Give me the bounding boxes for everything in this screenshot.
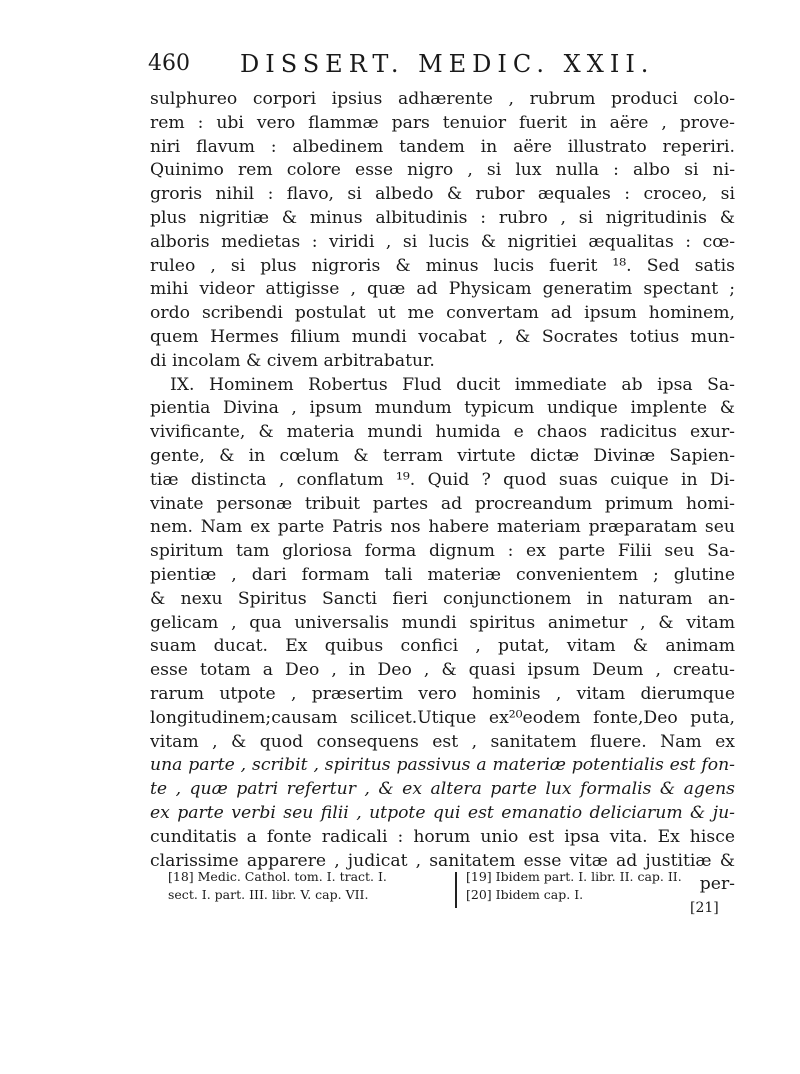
text-line: spiritum tam gloriosa forma dignum : ex parte Filii seu Sa- xyxy=(150,541,735,562)
text-line: niri flavum : albedinem tandem in aëre illustrato reperiri. xyxy=(150,136,735,157)
page-header xyxy=(148,48,708,80)
body-text xyxy=(150,88,735,897)
text-line: ex parte verbi seu filii , utpote qui est emanatio deliciarum & ju- xyxy=(150,802,735,823)
text-line: una parte , scribit , spiritus passivus a materiæ potentialis est fon- xyxy=(150,755,735,776)
text-line: ruleo , si plus nigroris & minus lucis fuerit ¹⁸. Sed satis xyxy=(150,255,735,276)
text-line: vivificante, & materia mundi humida e chaos radicitus exur- xyxy=(150,422,735,443)
text-line: tiæ distincta , conflatum ¹⁹. Quid ? quod suas cuique in Di- xyxy=(150,469,735,490)
text-line: plus nigritiæ & minus albitudinis : rubro , si nigritudinis & xyxy=(150,207,735,228)
footnote-divider xyxy=(455,872,457,908)
text-line: mihi videor attigisse , quæ ad Physicam generatim spectant ; xyxy=(150,279,735,300)
text-line: suam ducat. Ex quibus confici , putat, vitam & animam xyxy=(150,636,735,657)
catchword: [21] xyxy=(690,900,719,916)
text-line: gente, & in cœlum & terram virtute dictæ Divinæ Sapien- xyxy=(150,445,735,466)
text-line: rem : ubi vero flammæ pars tenuior fuerit in aëre , prove- xyxy=(150,112,735,133)
footnote-left xyxy=(168,868,387,904)
text-line: ordo scribendi postulat ut me convertam ad ipsum hominem, xyxy=(150,303,735,324)
text-line: groris nihil : flavo, si albedo & rubor æquales : croceo, si xyxy=(150,184,735,205)
footnote-19: [19] Ibidem part. I. libr. II. cap. II. xyxy=(466,869,682,884)
text-line: longitudinem;causam scilicet.Utique ex²⁰eodem fonte,Deo puta, xyxy=(150,707,735,728)
text-line: nem. Nam ex parte Patris nos habere materiam præparatam seu xyxy=(150,517,735,538)
footnote-18-line2: sect. I. part. III. libr. V. cap. VII. xyxy=(168,887,369,902)
text-line: vinate personæ tribuit partes ad procreandum primum homi- xyxy=(150,493,735,514)
text-line: te , quæ patri refertur , & ex altera parte lux formalis & agens xyxy=(150,779,735,800)
text-line: gelicam , qua universalis mundi spiritus animetur , & vitam xyxy=(150,612,735,633)
text-line: di incolam & civem arbitrabatur. xyxy=(150,350,435,371)
page-number: 460 xyxy=(148,51,190,76)
text-line: sulphureo corpori ipsius adhærente , rubrum produci colo- xyxy=(150,89,735,109)
text-line: alboris medietas : viridi , si lucis & nigritiei æqualitas : cœ- xyxy=(150,231,735,252)
text-line: Quinimo rem colore esse nigro , si lux nulla : albo si ni- xyxy=(150,160,735,181)
text-line: esse totam a Deo , in Deo , & quasi ipsum Deum , creatu- xyxy=(150,660,735,681)
text-line: & nexu Spiritus Sancti fieri conjunctionem in naturam an- xyxy=(150,588,735,609)
footnote-20: [20] Ibidem cap. I. xyxy=(466,887,584,902)
text-line: vitam , & quod consequens est , sanitatem fluere. Nam ex xyxy=(150,731,735,752)
running-title: DISSERT. MEDIC. XXII. xyxy=(240,50,655,78)
text-line: per- xyxy=(699,874,735,895)
text-line: clarissime apparere , judicat , sanitatem esse vitæ ad justitiæ & xyxy=(150,850,735,871)
text-line: rarum utpote , præsertim vero hominis , vitam dierumque xyxy=(150,683,735,704)
text-line: pientia Divina , ipsum mundum typicum undique implente & xyxy=(150,398,735,419)
text-line: pientiæ , dari formam tali materiæ convenientem ; glutine xyxy=(150,564,735,585)
text-line: IX. Hominem Robertus Flud ducit immediate ab ipsa Sa- xyxy=(170,374,735,395)
text-line: quem Hermes filium mundi vocabat , & Socrates totius mun- xyxy=(150,326,735,347)
footnote-right xyxy=(466,868,682,904)
footnotes xyxy=(168,868,748,928)
footnote-18-line1: [18] Medic. Cathol. tom. I. tract. I. xyxy=(168,869,387,884)
text-line: cunditatis a fonte radicali : horum unio est ipsa vita. Ex hisce xyxy=(150,826,735,847)
